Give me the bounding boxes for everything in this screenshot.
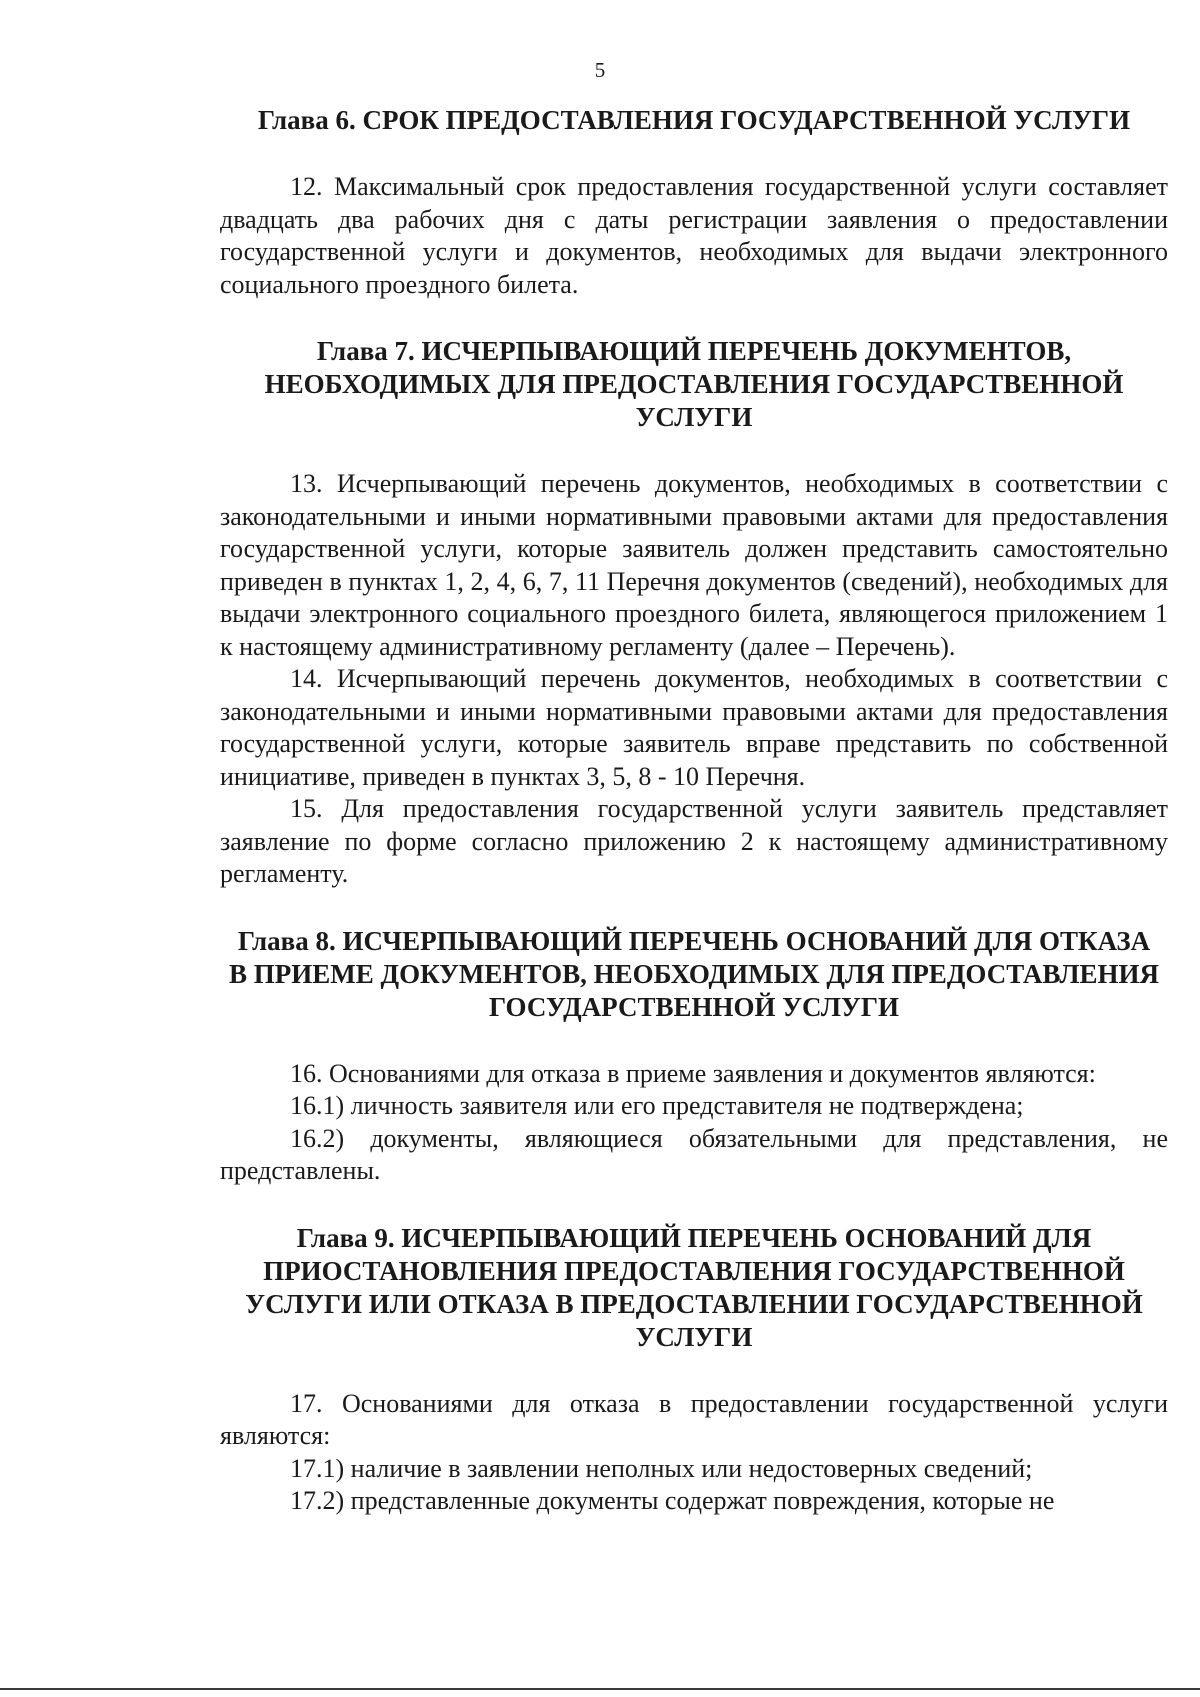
chapter-9-title (220, 1222, 1168, 1354)
chapter-title-line: В ПРИЕМЕ ДОКУМЕНТОВ, НЕОБХОДИМЫХ ДЛЯ ПРЕДОСТАВЛЕНИЯ (228, 958, 1159, 989)
page-bottom-rule (0, 1688, 1200, 1690)
paragraph-13: 13. Исчерпывающий перечень документов, необходимых в соответствии с законодательными и иными нормативными правовыми актами для предоставления государственной услуги, которые заявитель должен представить самостоятельно приведен в пунктах 1, 2, 4, 6, 7, 11 Перечня документов (сведений), необходимых для выдачи электронного социального проездного билета, являющегося приложением 1 к настоящему административному регламенту (далее – Перечень). (220, 469, 1168, 661)
document-body (220, 104, 1168, 1518)
chapter-7-title (220, 335, 1168, 434)
chapter-title-line: УСЛУГИ (635, 1321, 753, 1352)
chapter-title-line: ПРИОСТАНОВЛЕНИЯ ПРЕДОСТАВЛЕНИЯ ГОСУДАРСТВЕННОЙ (263, 1255, 1125, 1286)
chapter-6-title (220, 104, 1168, 137)
paragraph-12: 12. Максимальный срок предоставления государственной услуги составляет двадцать два рабочих дня с даты регистрации заявления о предоставлении государственной услуги и документов, необходимых для выдачи электронного социального проездного билета. (220, 172, 1168, 299)
chapter-title-line: Глава 7. ИСЧЕРПЫВАЮЩИЙ ПЕРЕЧЕНЬ ДОКУМЕНТОВ, (316, 336, 1072, 366)
chapter-title-line: НЕОБХОДИМЫХ ДЛЯ ПРЕДОСТАВЛЕНИЯ ГОСУДАРСТВЕННОЙ (264, 369, 1124, 399)
paragraph-16-2: 16.2) документы, являющиеся обязательными для представления, не представлены. (220, 1123, 1168, 1185)
chapter-title-line: УСЛУГИ ИЛИ ОТКАЗА В ПРЕДОСТАВЛЕНИИ ГОСУДАРСТВЕННОЙ (245, 1288, 1143, 1319)
paragraph-16-1: 16.1) личность заявителя или его представителя не подтверждена; (290, 1091, 1024, 1120)
paragraph-17-2: 17.2) представленные документы содержат повреждения, которые не (290, 1486, 1055, 1515)
paragraph-15: 15. Для предоставления государственной услуги заявитель представляет заявление по форме согласно приложению 2 к настоящему административному регламенту. (220, 794, 1168, 888)
page-number: 5 (594, 58, 606, 82)
paragraph-17: 17. Основаниями для отказа в предоставлении государственной услуги являются: (220, 1388, 1168, 1450)
chapter-title-line: Глава 6. СРОК ПРЕДОСТАВЛЕНИЯ ГОСУДАРСТВЕННОЙ УСЛУГИ (257, 105, 1131, 135)
chapter-8-title (220, 925, 1168, 1024)
chapter-title-line: Глава 8. ИСЧЕРПЫВАЮЩИЙ ПЕРЕЧЕНЬ ОСНОВАНИЙ ДЛЯ ОТКАЗА (237, 925, 1151, 956)
paragraph-17-1: 17.1) наличие в заявлении неполных или недостоверных сведений; (290, 1453, 1033, 1483)
chapter-title-line: УСЛУГИ (635, 402, 753, 432)
chapter-title-line: ГОСУДАРСТВЕННОЙ УСЛУГИ (489, 991, 899, 1022)
chapter-title-line: Глава 9. ИСЧЕРПЫВАЮЩИЙ ПЕРЕЧЕНЬ ОСНОВАНИЙ ДЛЯ (296, 1222, 1092, 1253)
paragraph-16: 16. Основаниями для отказа в приеме заявления и документов являются: (290, 1058, 1096, 1088)
paragraph-14: 14. Исчерпывающий перечень документов, необходимых в соответствии с законодательными и иными нормативными правовыми актами для предоставления государственной услуги, которые заявитель вправе представить по собственной инициативе, приведен в пунктах 3, 5, 8 - 10 Перечня. (220, 664, 1168, 791)
